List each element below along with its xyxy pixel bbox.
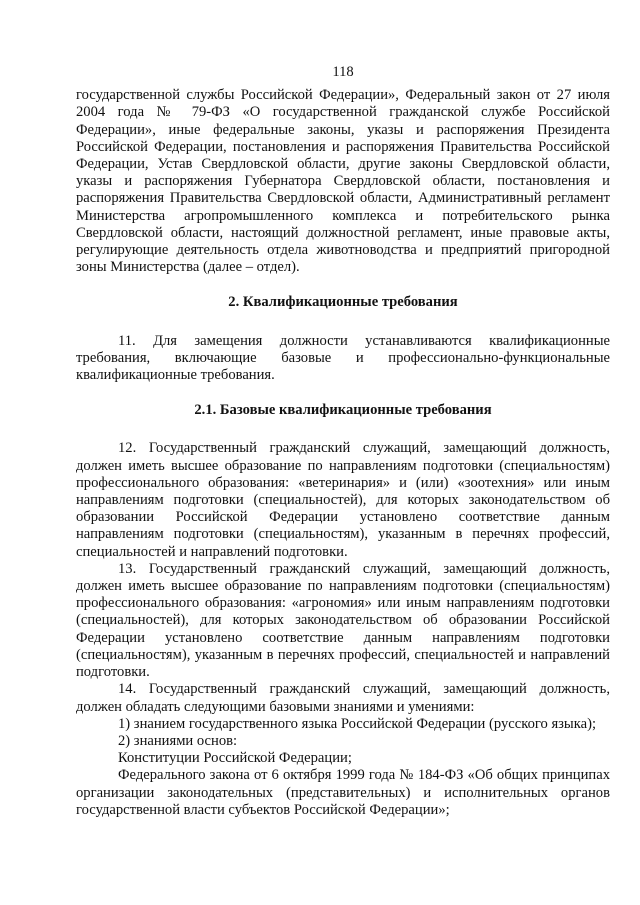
section-2-heading: 2. Квалификационные требования [228,294,458,311]
document-page [76,64,610,819]
paragraph-14: 14. Государственный гражданский служащий, замещающий должность, должен обладать следующими базовыми знаниями и умениями: [76,681,610,715]
intro-paragraph: государственной службы Российской Федерации», Федеральный закон от 27 июля 2004 года № 79-ФЗ «О государственной гражданской службе Российской Федерации», иные федеральные законы, указы и распоряжения Президента Российской Федерации, постановления и распоряжения Правительства Российской Федерации, Устав Свердловской области, другие законы Свердловской области, указы и распоряжения Губернатора Свердловской области, постановления и распоряжения Правительства Свердловской области, Административный регламент Министерства агропромышленного комплекса и потребительского рынка Свердловской области, настоящий должностной регламент, иные правовые акты, регулирующие деятельность отдела животноводства и предприятий пригородной зоны Министерства (далее – отдел). [76,87,610,276]
paragraph-14-law-184: Федерального закона от 6 октября 1999 года № 184-ФЗ «Об общих принципах организации законодательных (представительных) и исполнительных органов государственной власти субъектов Российской Федерации»; [76,767,610,818]
section-2-1-heading: 2.1. Базовые квалификационные требования [194,402,492,419]
paragraph-14-item-1: 1) знанием государственного языка Российской Федерации (русского языка); [118,715,596,732]
paragraph-11: 11. Для замещения должности устанавливаются квалификационные требования, включающие базовые и профессионально-функциональные квалификационные требования. [76,332,610,384]
paragraph-13: 13. Государственный гражданский служащий, замещающий должность, должен иметь высшее образование по направлениям подготовки (специальностям) профессионального образования: «агрономия» или иным направлениям подготовки (специальностей), для которых законодательством об образовании Российской Федерации установлено соответствие данным направлениям подготовки (специальностям), указанным в перечнях профессий, специальностей и направлений подготовки. [76,560,610,681]
page-number: 118 [332,64,354,80]
paragraph-12: 12. Государственный гражданский служащий, замещающий должность, должен иметь высшее образование по направлениям подготовки (специальностям) профессионального образования: «ветеринария» и (или) «зоотехния» или иным направлениям подготовки (специальностей), для которых законодательством об образовании Российской Федерации установлено соответствие данным направлениям подготовки (специальностям), указанным в перечнях профессий, специальностей и направлений подготовки. [76,440,610,560]
paragraph-14-item-2: 2) знаниями основ: [118,732,238,749]
paragraph-14-constitution: Конституции Российской Федерации; [118,750,352,767]
